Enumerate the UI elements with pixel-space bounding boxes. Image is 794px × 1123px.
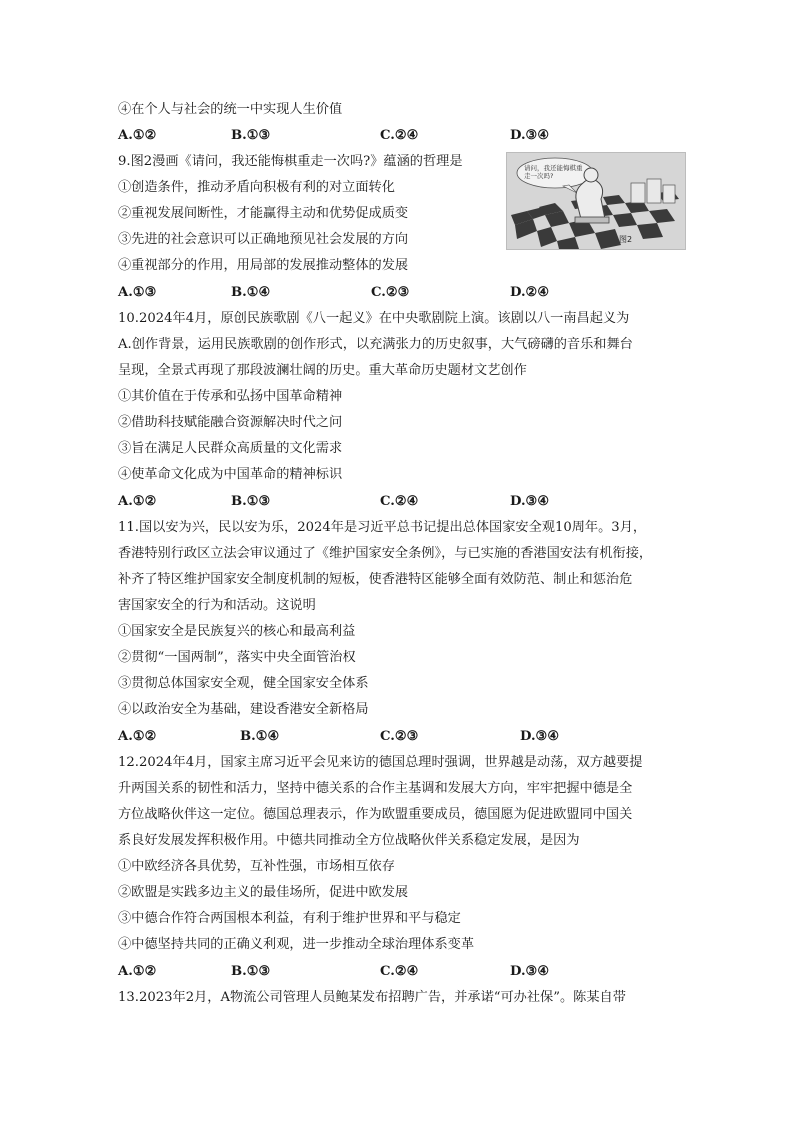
q11-statement-1: ①国家安全是民族复兴的核心和最高利益 — [118, 624, 356, 639]
q9-option-c[interactable]: C.②③ — [371, 285, 410, 300]
q12-stem-line-3: 方位战略伙伴这一定位。德国总理表示，作为欧盟重要成员，德国愿为促进欧盟同中国关 — [118, 807, 633, 822]
q8-option-b[interactable]: B.①③ — [231, 128, 271, 143]
q11-option-b[interactable]: B.①④ — [240, 729, 280, 744]
q11-options — [118, 728, 688, 746]
cartoon-bubble-text: 请问，我还能悔棋重走一次吗? — [524, 164, 583, 180]
q10-stem-line-2: A.创作背景，运用民族歌剧的创作形式，以充满张力的历史叙事，大气磅礴的音乐和舞台 — [118, 337, 633, 352]
q10-option-c[interactable]: C.②④ — [380, 494, 419, 509]
q9-option-a[interactable]: A.①③ — [118, 285, 157, 300]
q11-stem-line-3: 补齐了特区维护国家安全制度机制的短板，使香港特区能够全面有效防范、制止和惩治危 — [118, 572, 633, 587]
q10-statement-1: ①其价值在于传承和弘扬中国革命精神 — [118, 389, 343, 404]
q10-option-a[interactable]: A.①② — [118, 494, 157, 509]
q11-option-a[interactable]: A.①② — [118, 729, 157, 744]
q10-option-d[interactable]: D.③④ — [510, 494, 550, 509]
q12-statement-2: ②欧盟是实践多边主义的最佳场所，促进中欧发展 — [118, 885, 409, 900]
q12-option-a[interactable]: A.①② — [118, 964, 157, 979]
q11-stem-line-2: 香港特别行政区立法会审议通过了《维护国家安全条例》，与已实施的香港国安法有机衔接， — [118, 546, 653, 561]
q10-options — [118, 493, 688, 511]
q9-option-d[interactable]: D.②④ — [510, 285, 550, 300]
chess-cartoon-image — [506, 152, 686, 250]
q10-option-b[interactable]: B.①③ — [231, 494, 271, 509]
q9-statement-3: ③先进的社会意识可以正确地预见社会发展的方向 — [118, 232, 409, 247]
q9-option-b[interactable]: B.①④ — [231, 285, 271, 300]
q10-stem-line-3: 呈现，全景式再现了那段波澜壮阔的历史。重大革命历史题材文艺创作 — [118, 363, 527, 378]
q10-statement-3: ③旨在满足人民群众高质量的文化需求 — [118, 441, 343, 456]
q9-stem: 9.图2漫画《请问，我还能悔棋重走一次吗?》蕴涵的哲理是 — [118, 154, 463, 169]
q10-stem-line-1: 10.2024年4月，原创民族歌剧《八一起义》在中央歌剧院上演。该剧以八一南昌起义为 — [118, 311, 630, 326]
q11-option-d[interactable]: D.③④ — [520, 729, 560, 744]
q8-option-c[interactable]: C.②④ — [380, 128, 419, 143]
q9-statement-2: ②重视发展间断性，才能赢得主动和优势促成质变 — [118, 206, 409, 221]
q9-statement-1: ①创造条件，推动矛盾向积极有利的对立面转化 — [118, 180, 395, 195]
q11-statement-4: ④以政治安全为基础，建设香港安全新格局 — [118, 702, 369, 717]
q12-statement-1: ①中欧经济各具优势，互补性强，市场相互依存 — [118, 859, 395, 874]
q11-stem-line-4: 害国家安全的行为和活动。这说明 — [118, 598, 316, 613]
q8-options — [118, 127, 688, 145]
cartoon-caption: 图2 — [619, 235, 633, 244]
q8-option-a[interactable]: A.①② — [118, 128, 157, 143]
q12-stem-line-1: 12.2024年4月，国家主席习近平会见来访的德国总理时强调，世界越是动荡，双方越要提 — [118, 755, 643, 770]
q11-statement-2: ②贯彻“一国两制”，落实中央全面管治权 — [118, 650, 356, 665]
q8-statement-4: ④在个人与社会的统一中实现人生价值 — [118, 102, 343, 117]
q10-statement-2: ②借助科技赋能融合资源解决时代之问 — [118, 415, 343, 430]
q12-statement-4: ④中德坚持共同的正确义利观，进一步推动全球治理体系变革 — [118, 937, 475, 952]
q12-option-b[interactable]: B.①③ — [231, 964, 271, 979]
q11-stem-line-1: 11.国以安为兴，民以安为乐，2024年是习近平总书记提出总体国家安全观10周年。3月， — [118, 520, 647, 535]
q12-option-c[interactable]: C.②④ — [380, 964, 419, 979]
q10-statement-4: ④使革命文化成为中国革命的精神标识 — [118, 467, 343, 482]
q12-statement-3: ③中德合作符合两国根本利益，有利于维护世界和平与稳定 — [118, 911, 461, 926]
q12-options — [118, 963, 688, 981]
q13-stem: 13.2023年2月，A物流公司管理人员鲍某发布招聘广告，并承诺“可办社保”。陈某自带 — [118, 990, 626, 1005]
q8-option-d[interactable]: D.③④ — [510, 128, 550, 143]
q11-statement-3: ③贯彻总体国家安全观，健全国家安全体系 — [118, 676, 369, 691]
q12-option-d[interactable]: D.③④ — [510, 964, 550, 979]
q11-option-c[interactable]: C.②③ — [380, 729, 419, 744]
q9-statement-4: ④重视部分的作用，用局部的发展推动整体的发展 — [118, 258, 409, 273]
q12-stem-line-4: 系良好发展发挥积极作用。中德共同推动全方位战略伙伴关系稳定发展，是因为 — [118, 833, 580, 848]
q9-options — [118, 284, 688, 302]
q12-stem-line-2: 升两国关系的韧性和活力，坚持中德关系的合作主基调和发展大方向，牢牢把握中德是全 — [118, 781, 633, 796]
